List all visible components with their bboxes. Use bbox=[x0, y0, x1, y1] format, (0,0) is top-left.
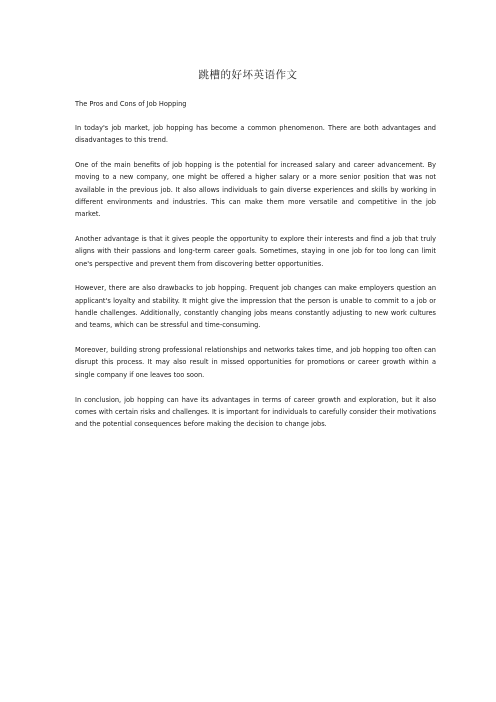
paragraph-intro: In today's job market, job hopping has become a common phenomenon. There are both advantages and disadvantages to this trend. bbox=[75, 124, 436, 145]
paragraph-conclusion: In conclusion, job hopping can have its advantages in terms of career growth and exploration, but it also comes with certain risks and challenges. It is important for individuals to carefully consider their motivations and the potential consequences before making the decision to change jobs. bbox=[75, 395, 436, 429]
paragraph-advantage-explore: Another advantage is that it gives people the opportunity to explore their interests and find a job that truly aligns with their passions and long-term career goals. Sometimes, staying in one job for too long can limit one's perspective and prevent them from discovering better opportunities. bbox=[75, 235, 436, 268]
essay-heading: The Pros and Cons of Job Hopping bbox=[75, 100, 187, 108]
paragraph-relationships: Moreover, building strong professional relationships and networks takes time, and job hopping too often can disrupt this process. It may also result in missed opportunities for promotions or career growth within a single company if one leaves too soon. bbox=[75, 346, 436, 379]
paragraph-benefits: One of the main benefits of job hopping is the potential for increased salary and career advancement. By moving to a new company, one might be offered a higher salary or a more senior position that was not available in the previous job. It also allows individuals to gain diverse experiences and skills by working in different environments and industries. This can make them more versatile and competitive in the job market. bbox=[75, 161, 436, 219]
paragraph-drawbacks: However, there are also drawbacks to job hopping. Frequent job changes can make employers question an applicant's loyalty and stability. It might give the impression that the person is unable to commit to a job or handle challenges. Additionally, constantly changing jobs means constantly adjusting to new work cultures and teams, which can be stressful and time-consuming. bbox=[75, 284, 436, 330]
document-title: 跳槽的好坏英语作文 bbox=[198, 69, 298, 81]
document-body bbox=[75, 99, 436, 443]
